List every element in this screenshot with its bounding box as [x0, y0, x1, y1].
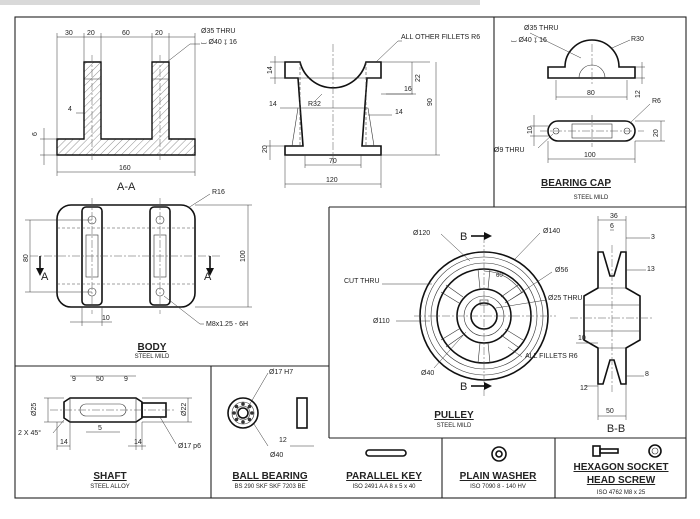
cap-hole-note-2: ⌴ Ø40 ↧ 16 [511, 37, 547, 44]
pulley-d140: Ø140 [543, 228, 561, 235]
part-material-ball-bearing: BS 290 SKF SKF 7203 BE [234, 484, 306, 490]
part-material-body: STEEL MILD [134, 354, 170, 360]
shaft-d25: Ø25 [31, 402, 38, 416]
dim-60: 60 [122, 30, 130, 37]
shaft-chamfer: 2 X 45° [18, 430, 42, 437]
side-dim-14b: 14 [269, 101, 277, 108]
shaft-dim-14b: 14 [134, 439, 142, 446]
part-title-parallel-key: PARALLEL KEY [346, 471, 422, 482]
shaft-dim-9b: 9 [124, 376, 128, 383]
pulley-section-b-bottom: B [460, 381, 468, 393]
bb-dim-10: 10 [578, 335, 586, 342]
cap-thru9: Ø9 THRU [494, 147, 525, 154]
part-material-bearing-cap: STEEL MILD [573, 195, 609, 201]
bb-dim-50: 50 [606, 408, 614, 415]
dim-160: 160 [119, 165, 131, 172]
dim-6: 6 [32, 132, 39, 136]
pulley-fillets: ALL FILLETS R6 [525, 353, 578, 360]
part-title-body: BODY [137, 342, 167, 353]
body-hole-note-1: Ø35 THRU [201, 28, 236, 35]
dim-4: 4 [68, 106, 72, 113]
bb-dim-12: 12 [580, 385, 588, 392]
side-dim-20: 20 [262, 145, 269, 153]
shaft-dim-5: 5 [98, 425, 102, 432]
side-dim-14a: 14 [267, 66, 274, 74]
section-label-b-b: B-B [606, 423, 626, 435]
part-title-plain-washer: PLAIN WASHER [459, 471, 537, 482]
body-hole-note-2: ⌴ Ø40 ↧ 16 [201, 39, 237, 46]
pulley-cut-thru: CUT THRU [344, 278, 380, 285]
plan-r16: R16 [212, 189, 225, 196]
bb-dim-13: 13 [647, 266, 655, 273]
shaft-d22: Ø22 [181, 402, 188, 416]
side-dim-22: 22 [415, 74, 422, 82]
shaft-dim-50: 50 [96, 376, 104, 383]
bb-dim-6: 6 [610, 223, 614, 230]
bb-dim-36: 36 [610, 213, 618, 220]
cap-dim-100: 100 [584, 152, 596, 159]
pulley-d56: Ø56 [555, 267, 569, 274]
fillets-note: ALL OTHER FILLETS R6 [401, 34, 481, 41]
cap-r30: R30 [631, 36, 644, 43]
side-dim-16: 16 [404, 86, 412, 93]
part-title-ball-bearing: BALL BEARING [232, 471, 308, 482]
bearing-d17: Ø17 H7 [269, 369, 294, 376]
plan-dim-80: 80 [23, 254, 30, 262]
shaft-dim-9a: 9 [72, 376, 76, 383]
pulley-d25: Ø25 THRU [548, 295, 583, 302]
cap-dim-80: 80 [587, 90, 595, 97]
part-title-bearing-cap: BEARING CAP [540, 178, 612, 189]
bb-dim-3: 3 [651, 234, 655, 241]
pulley-d120: Ø120 [413, 230, 431, 237]
shaft-dim-14a: 14 [60, 439, 68, 446]
cap-hole-note-1: Ø35 THRU [524, 25, 559, 32]
part-title-shaft: SHAFT [93, 471, 127, 482]
cap-dim-12: 12 [635, 90, 642, 98]
pulley-d110: Ø110 [373, 318, 390, 325]
section-arrow-a-right: A [204, 271, 212, 283]
dim-20b: 20 [155, 30, 163, 37]
pulley-d40: Ø40 [421, 370, 435, 377]
cap-dim-10: 10 [527, 126, 534, 134]
part-material-plain-washer: ISO 7090 8 - 140 HV [470, 484, 526, 490]
pulley-section-b-top: B [460, 231, 468, 243]
cap-r6: R6 [652, 98, 661, 105]
side-dim-70: 70 [329, 158, 337, 165]
part-title-pulley: PULLEY [434, 410, 474, 421]
side-dim-r32: R32 [308, 101, 321, 108]
shaft-d17: Ø17 p6 [178, 443, 201, 450]
part-material-pulley: STEEL MILD [436, 423, 472, 429]
section-arrow-a-left: A [41, 271, 49, 283]
part-material-socket-screw: ISO 4762 M8 x 25 [596, 490, 646, 496]
cap-dim-20: 20 [653, 129, 660, 137]
dim-20: 20 [87, 30, 95, 37]
bearing-d40: Ø40 [270, 452, 284, 459]
plan-thread-note: M8x1.25 - 6H [206, 321, 249, 328]
section-label-a-a: A-A [117, 181, 136, 193]
plan-dim-100: 100 [240, 250, 247, 262]
side-dim-120: 120 [326, 177, 338, 184]
side-dim-90: 90 [427, 98, 434, 106]
side-dim-14c: 14 [395, 109, 403, 116]
pulley-angle: 60° [496, 273, 506, 279]
dim-30: 30 [65, 30, 73, 37]
part-title-socket-screw-2: HEAD SCREW [586, 475, 656, 486]
part-material-shaft: STEEL ALLOY [90, 484, 130, 490]
bearing-dim-12: 12 [279, 437, 287, 444]
part-material-parallel-key: ISO 2491 A A 8 x 5 x 40 [352, 484, 416, 490]
part-title-socket-screw-1: HEXAGON SOCKET [573, 462, 669, 473]
bb-dim-8: 8 [645, 371, 649, 378]
plan-dim-10: 10 [102, 315, 110, 322]
